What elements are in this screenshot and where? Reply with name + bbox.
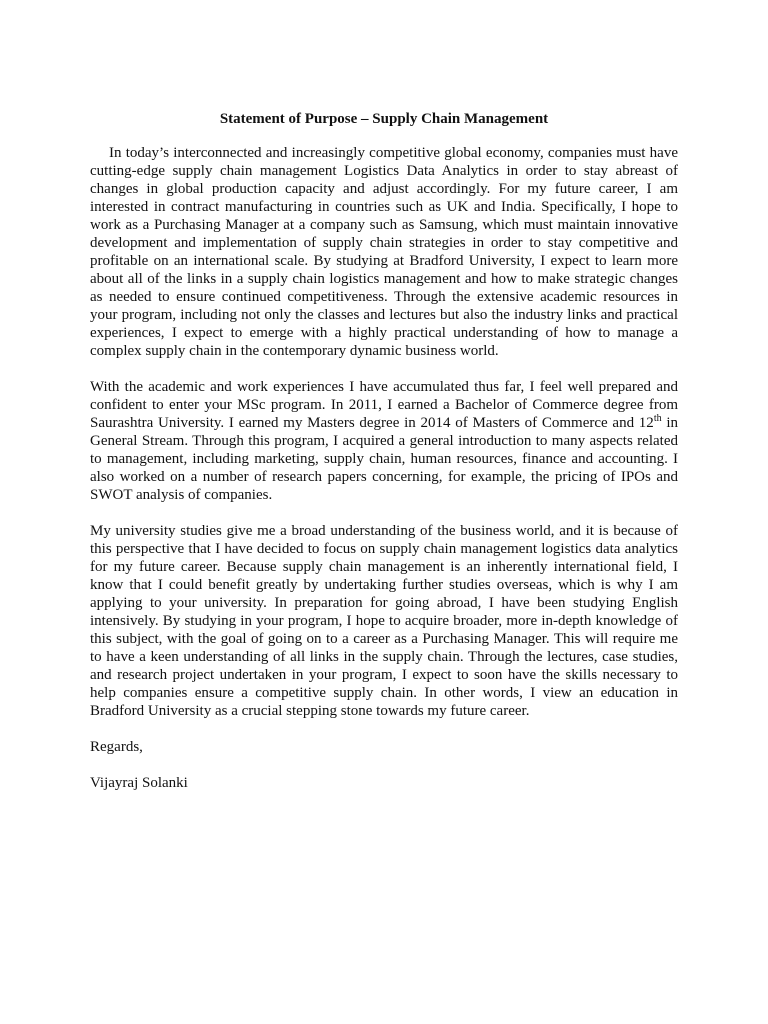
paragraph-education: [90, 378, 678, 504]
ordinal-suffix: th: [653, 413, 662, 424]
document-body: [90, 110, 678, 810]
paragraph-education-text-a: With the academic and work experiences I have accumulated thus far, I feel well prepared and confident to enter your MSc program. In 2011, I earned a Bachelor of Commerce degree from Saurashtra University. I earned my Masters degree in 2014 of Masters of Commerce and 12: [90, 379, 678, 431]
paragraph-goals: My university studies give me a broad understanding of the business world, and it is because of this perspective that I have decided to focus on supply chain management logistics data analytics for my future career. Because supply chain management is an inherently international field, I know that I could benefit greatly by undertaking further studies overseas, which is why I am applying to your university. In preparation for going abroad, I have been studying English intensively. By studying in your program, I hope to acquire broader, more in-depth knowledge of this subject, with the goal of going on to a career as a Purchasing Manager. This will require me to have a keen understanding of all links in the supply chain. Through the lectures, case studies, and research project undertaken in your program, I expect to soon have the skills necessary to help companies ensure a competitive supply chain. In other words, I view an education in Bradford University as a crucial stepping stone towards my future career.: [90, 523, 678, 719]
paragraph-intro: In today’s interconnected and increasingly competitive global economy, companies must have cutting-edge supply chain management Logistics Data Analytics in order to stay abreast of changes in global production capacity and adjust accordingly. For my future career, I am interested in contract manufacturing in countries such as UK and India. Specifically, I hope to work as a Purchasing Manager at a company such as Samsung, which must maintain innovative development and implementation of supply chain strategies in order to stay competitive and profitable on an international scale. By studying at Bradford University, I expect to learn more about all of the links in a supply chain logistics management and how to make strategic changes as needed to ensure continued competitiveness. Through the extensive academic resources in your program, including not only the classes and lectures but also the industry links and practical experiences, I expect to emerge with a highly practical understanding of how to manage a complex supply chain in the contemporary dynamic business world.: [90, 145, 678, 359]
signature-name: Vijayraj Solanki: [90, 775, 188, 791]
paragraph-education-text-b: in General Stream. Through this program, I acquired a general introduction to many aspects related to management, including marketing, supply chain, human resources, finance and accounting. I also worked on a number of research papers concerning, for example, the pricing of IPOs and SWOT analysis of companies.: [90, 415, 678, 503]
document-title: Statement of Purpose – Supply Chain Management: [219, 111, 549, 127]
closing-salutation: Regards,: [90, 739, 143, 755]
